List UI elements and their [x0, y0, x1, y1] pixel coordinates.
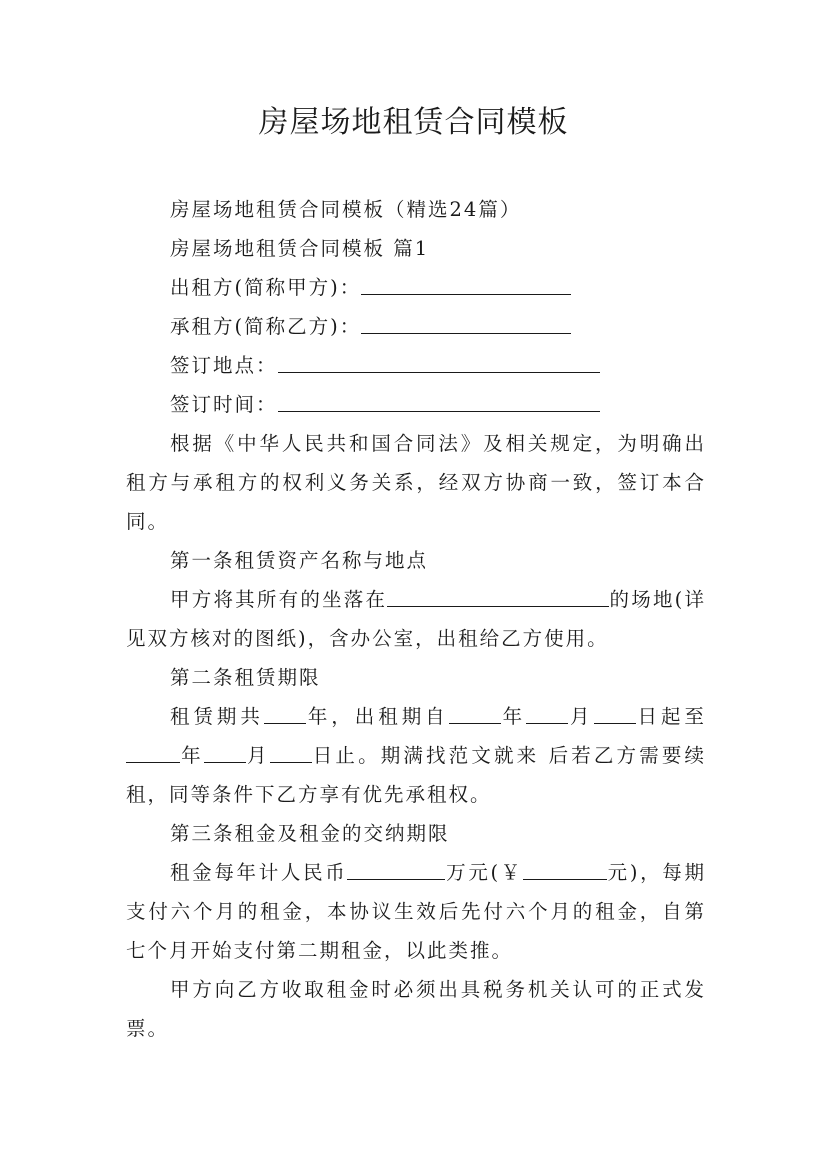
part-heading: 房屋场地租赁合同模板 篇1 — [170, 237, 430, 260]
end-month-blank — [204, 742, 246, 763]
article-1-text-1: 甲方将其所有的坐落在 — [170, 588, 388, 611]
subtitle-line: 房屋场地租赁合同模板（精选24篇） — [170, 198, 522, 221]
document-title: 房屋场地租赁合同模板 — [258, 105, 569, 140]
article-2-text-7: 月 — [245, 744, 270, 767]
article-3-heading: 第三条租金及租金的交纳期限 — [170, 822, 450, 845]
article-2-heading: 第二条租赁期限 — [170, 666, 321, 689]
article-1-heading: 第一条租赁资产名称与地点 — [170, 549, 429, 572]
article-2-text-8: 日止。期满找范文就来 后若乙方需要续租，同等条件下乙方享有优先承租权。 — [126, 744, 706, 806]
article-1-paragraph — [126, 580, 706, 658]
lessor-blank — [361, 274, 571, 295]
sign-time-label: 签订时间： — [170, 393, 278, 416]
rent-amount-blank — [347, 859, 445, 880]
sign-time-line — [126, 385, 706, 424]
lessee-label: 承租方(简称乙方)： — [170, 315, 362, 338]
sign-place-line — [126, 346, 706, 385]
article-3-text-3: 元)，每期支付六个月的租金，本协议生效后先付六个月的租金，自第七个月开始支付第二期租金，以此类推。 — [126, 861, 706, 962]
term-years-blank — [264, 703, 306, 724]
article-2-text-4: 月 — [568, 705, 594, 728]
location-blank — [387, 586, 609, 607]
article-2-text-1: 租赁期共 — [170, 705, 264, 728]
start-year-blank — [449, 703, 501, 724]
start-day-blank — [594, 703, 636, 724]
article-2-text-3: 年 — [500, 705, 527, 728]
end-day-blank — [270, 742, 312, 763]
lessee-blank — [361, 313, 571, 334]
document-body — [126, 190, 706, 1048]
article-3-paragraph — [126, 853, 706, 970]
sign-place-label: 签订地点： — [170, 354, 278, 377]
lessor-line — [126, 268, 706, 307]
article-2-text-5: 日起至 — [635, 705, 706, 728]
article-2-text-6: 年 — [180, 744, 204, 767]
invoice-paragraph: 甲方向乙方收取租金时必须出具税务机关认可的正式发票。 — [126, 978, 706, 1040]
lessee-line — [126, 307, 706, 346]
article-2-text-2: 年，出租期自 — [305, 705, 449, 728]
sign-place-blank — [278, 352, 600, 373]
article-2-paragraph — [126, 697, 706, 814]
preamble-paragraph: 根据《中华人民共和国合同法》及相关规定，为明确出租方与承租方的权利义务关系，经双方协商一致，签订本合同。 — [126, 432, 706, 533]
article-3-text-1: 租金每年计人民币 — [170, 861, 348, 884]
article-1-text-2: 的场地(详见双方核对的图纸)，含办公室，出租给乙方使用。 — [126, 588, 706, 650]
rent-figure-blank — [523, 859, 607, 880]
article-3-text-2: 万元(￥ — [445, 861, 523, 884]
start-month-blank — [526, 703, 568, 724]
end-year-blank — [126, 742, 180, 763]
lessor-label: 出租方(简称甲方)： — [170, 276, 362, 299]
sign-time-blank — [278, 391, 600, 412]
